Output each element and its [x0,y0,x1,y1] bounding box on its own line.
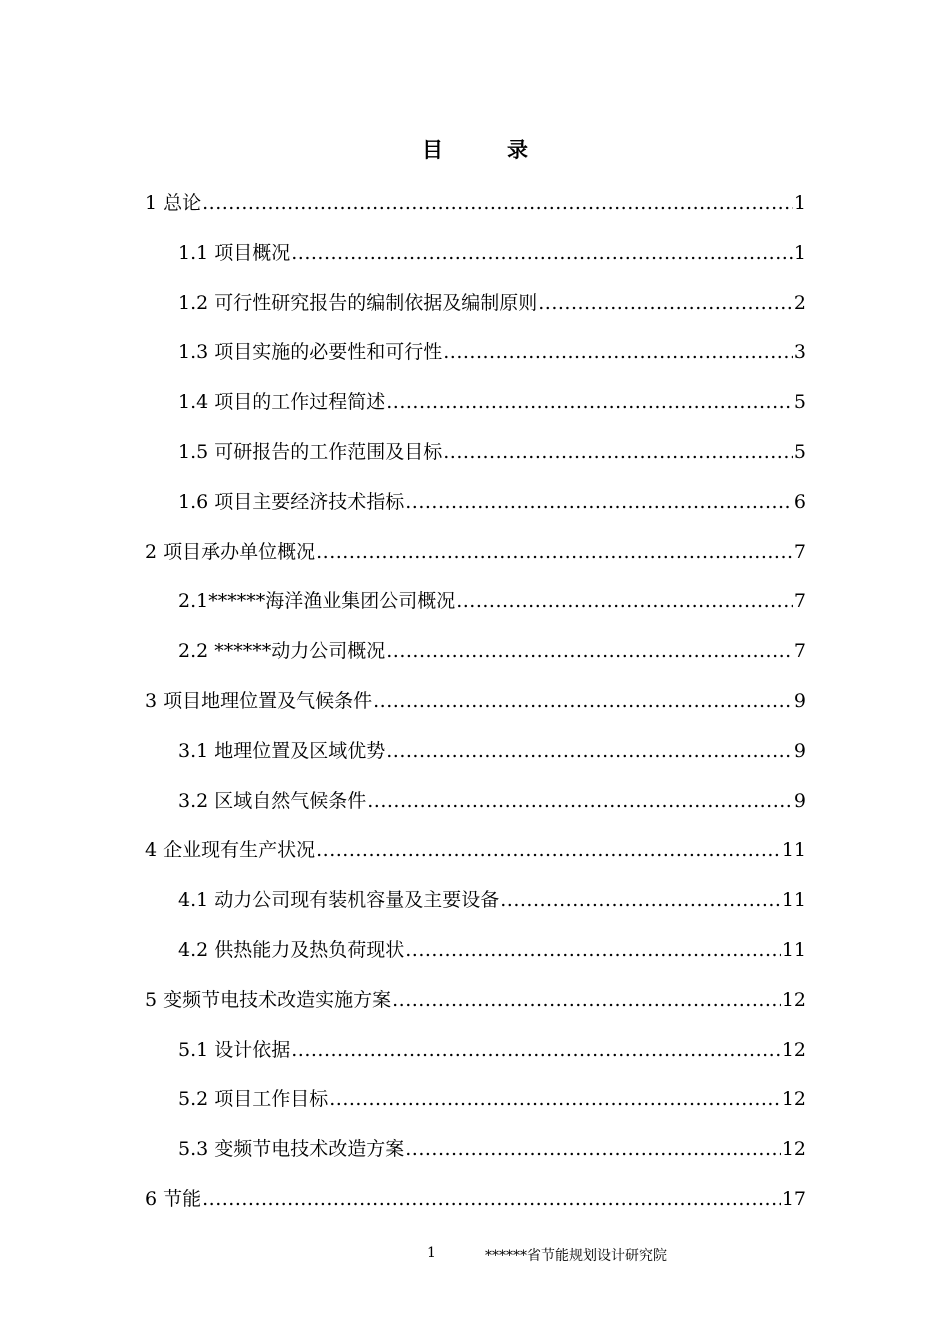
toc-entry[interactable] [145,531,806,565]
toc-entry-page: 9 [793,690,806,712]
toc-entry-page: 5 [793,391,806,414]
toc-entry[interactable] [145,680,806,714]
toc-dot-leader [316,539,793,565]
toc-entry-page: 11 [781,839,806,862]
toc-dot-leader [329,1086,781,1112]
toc-entry-page: 6 [793,490,806,513]
toc-entry-label: 2.2 ******动力公司概况 [178,640,386,663]
title-char-1: 目 [422,137,443,162]
toc-entry[interactable] [178,630,806,664]
toc-entry-label: 2 项目承办单位概况 [145,540,316,563]
toc-entry[interactable] [178,780,806,814]
toc-entry-page: 12 [781,1138,806,1161]
toc-entry-page: 17 [781,1188,806,1210]
toc-entry-label: 6 节能 [145,1188,202,1210]
toc-entry[interactable] [145,182,806,216]
footer-organization: ******省节能规划设计研究院 [485,1248,667,1264]
toc-dot-leader [316,837,781,863]
toc-entry-label: 5 变频节电技术改造实施方案 [145,988,392,1011]
toc-entry-page: 3 [793,341,806,364]
toc-entry[interactable] [178,481,806,515]
toc-entry-label: 5.2 项目工作目标 [178,1088,329,1111]
toc-entry[interactable] [178,232,806,266]
toc-dot-leader [392,987,781,1013]
toc-dot-leader [202,190,793,216]
toc-entry-label: 1.6 项目主要经济技术指标 [178,490,405,513]
toc-entry[interactable] [178,1128,806,1162]
toc-entry-page: 1 [793,192,806,214]
footer-page-number: 1 [427,1245,436,1261]
toc-entry-page: 12 [781,988,806,1011]
toc-entry-label: 5.3 变频节电技术改造方案 [178,1138,405,1161]
toc-entry-page: 11 [781,889,806,912]
toc-entry[interactable] [178,1078,806,1112]
toc-entry[interactable] [178,381,806,415]
toc-dot-leader [443,439,793,465]
toc-dot-leader [500,887,781,913]
toc-entry-label: 4 企业现有生产状况 [145,839,316,862]
page-title [0,134,950,164]
toc-entry-page: 5 [793,441,806,463]
toc-entry-label: 3.1 地理位置及区域优势 [178,739,386,762]
toc-entry[interactable] [178,1029,806,1063]
toc-dot-leader [405,1136,781,1162]
toc-entry-page: 9 [793,739,806,762]
toc-dot-leader [202,1186,781,1212]
toc-dot-leader [405,937,781,963]
title-char-2: 录 [507,137,528,162]
toc-entry[interactable] [178,580,806,614]
toc-dot-leader [386,389,793,415]
toc-dot-leader [456,588,793,614]
toc-entry-label: 1 总论 [145,192,202,214]
toc-entry-label: 1.4 项目的工作过程简述 [178,391,386,414]
toc-entry[interactable] [145,1178,806,1212]
toc-entry-label: 1.5 可研报告的工作范围及目标 [178,441,443,463]
toc-entry[interactable] [178,431,806,465]
toc-entry-page: 7 [793,590,806,613]
toc-entry-label: 1.3 项目实施的必要性和可行性 [178,341,443,364]
toc-entry-page: 1 [793,241,806,264]
toc-entry[interactable] [178,929,806,963]
toc-entry-label: 3.2 区域自然气候条件 [178,789,367,812]
toc-dot-leader [405,489,793,515]
toc-entry[interactable] [145,829,806,863]
toc-entry-page: 12 [781,1088,806,1111]
toc-dot-leader [386,738,793,764]
toc-entry-label: 4.1 动力公司现有装机容量及主要设备 [178,889,500,912]
toc-dot-leader [367,788,793,814]
toc-dot-leader [373,688,793,714]
toc-dot-leader [291,240,793,266]
toc-entry-label: 2.1******海洋渔业集团公司概况 [178,590,456,613]
toc-entry-page: 7 [793,540,806,563]
toc-entry-label: 1.2 可行性研究报告的编制依据及编制原则 [178,291,538,314]
toc-entry[interactable] [178,331,806,365]
toc-dot-leader [443,339,793,365]
toc-entry-page: 9 [793,789,806,812]
toc-entry-page: 7 [793,640,806,663]
toc-entry-label: 1.1 项目概况 [178,241,291,264]
toc-dot-leader [538,290,793,316]
toc-dot-leader [291,1037,781,1063]
toc-entry[interactable] [145,979,806,1013]
toc-entry-page: 2 [793,291,806,314]
toc-dot-leader [386,638,793,664]
toc-entry[interactable] [178,282,806,316]
toc-entry-label: 3 项目地理位置及气候条件 [145,690,373,712]
toc-entry-label: 4.2 供热能力及热负荷现状 [178,939,405,961]
toc-entry-page: 11 [781,939,806,961]
toc-entry-label: 5.1 设计依据 [178,1038,291,1061]
toc-entry[interactable] [178,879,806,913]
toc-entry-page: 12 [781,1038,806,1061]
toc-entry[interactable] [178,730,806,764]
